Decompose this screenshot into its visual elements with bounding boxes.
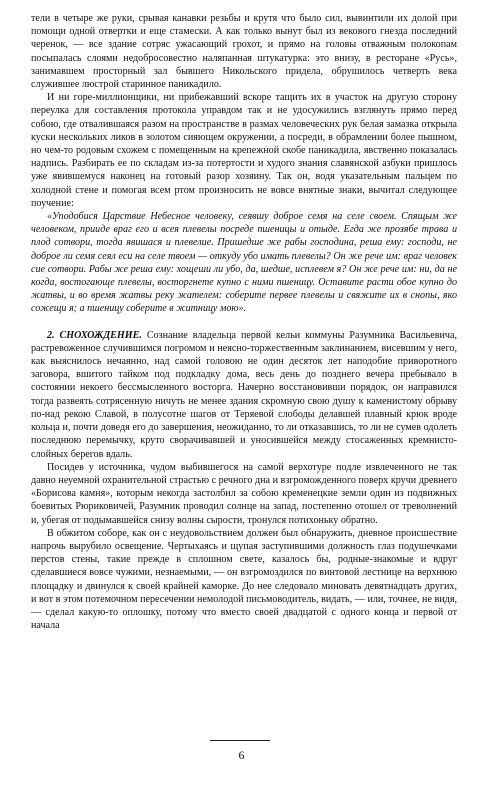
footer-rule xyxy=(210,740,270,741)
section-paragraph-3: В обжитом соборе, как он с неудовольствием должен был обнаружить, дневное происшествие напрочь вырубило освещение. Чертыхаясь и щупая заступившими должность глаз подушечками перстов стены, такие прежде в сплошном свете, казалось бы, родные-знакомые и вдруг сделавшиеся вовсе чужими, незнаемыми, — он взгромоздился по винтовой лестнице на верхнюю площадку и двинулся к своей крайней каморке. До нее следовало миновать девятнадцать других, и вот в этом потемочном пересечении немолодой письмоводитель, видать, — или, точнее, не видя, — сделал какую-то оплошку, потому что вместо своей двадцатой с одного конца и первой от начала xyxy=(31,527,457,632)
body-paragraph-1: тели в четыре же руки, срывая канавки резьбы и крутя что было сил, вывинтили их долой при помощи одной отвертки и еще стамески. А как только вынут был из векового гнезда последний черенок, — все здание сотряс ужасающий грохот, и прямо на головы отважным полокопам посыпалась слоями недобросовестно наляпанная штукатурка: это внизу, в ресторане «Русь», занимавшем просторный зал бывшего Никольского придела, обрушилось четверть века служившее люстрой старинное паникадило. xyxy=(31,13,457,91)
section-first-paragraph-text: Сознание владельца первой кельи коммуны Разумника Васильевича, растревоженное случившимся погромом и неясно-торжественным заклинанием, висевшим у него, как выяснилось нечаянно, над самой головою не один десяток лет наподобие приворотного заговора, вшитого тайком под подкладку дома, весь день до позднего вечера пребывало в состоянии некоего бессмысленного восторга. Начерно восстановивши порядок, он направился тогда развеять сотрясенную ничуть не менее здания скромную свою душу к каменистому обрыву по-над рекою Славой, в полусотне шагов от Теряевой слободы делавшей плавный крюк вроде кольца и, почти доведя его до завершения, неожиданно, то ли отказавшись, то ли не сумев одолеть последнюю перемычку, круто сворачивавшей и уносившейся между стосаженных кремнисто-слойных берегов вдаль. xyxy=(31,329,457,460)
section-gap xyxy=(31,316,457,329)
section-heading: 2. СНОХОЖДЕНИЕ. xyxy=(47,329,142,341)
section-paragraph-2: Посидев у источника, чудом выбившегося на самой верхотуре подле извлеченного не так давно неуемной охранительной страстью с речного дна и взгроможденного поверх кручи древнего «Борисова камня», которым некогда застолбил за собою кременецкие земли один из подвижных боевитых Рюриковичей, Разумник проводил солнце на запад, постепенно отошел от треволнений и, убегая от подымавшейся снизу волны сырости, тронулся потихоньку обратно. xyxy=(31,461,457,526)
section-first-paragraph xyxy=(31,329,457,461)
body-paragraph-2: И ни горе-миллионщики, ни прибежавший вскоре тащить их в участок на другую сторону переулка для составления протокола управдом так и не удосужились взглянуть прямо перед собою, где отвалившаяся разом на пространстве в размах человеческих рук белая замазка открыла куски нескольких ликов в золотом сияющем окружении, а посреди, в обрамлении более пышном, но чем-то родовым схожем с помещенным на крепежной скобе паникадила, явственно показалась надпись. Разбирать ее по складам из-за потертости и худого знания славянской азбуки пришлось уже явившемуся наконец на готовый разор хозяину. Так он, водя указательным пальцем по холодной стене и помогая всем ртом произносить не вовсе внятные знаки, вычитал следующее поучение: xyxy=(31,92,457,209)
scripture-quote: «Уподобися Царствие Небесное человеку, сеявшу доброе семя на селе своем. Спящым же человеком, прииде враг его и всея плевелы посреде пшеницы и отыде. Егда же прозябе трава и плод сотвори, тогда явишася и плевелие. Пришедше же рабы господина, реша ему: господи, не доброе ли семя сеял еси на селе твоем — откуду убо имать плевелы? Он же рече им: враг человек сие сотвори. Рабы же реша ему: хощеши ли убо, да, шедше, исплевем я? Он же рече им: ни, да не когда, востогающе плевелы, восторгнете купно с ними пшеницу. Оставите расти обое купно до жатвы, и во время жатвы реку жателем: соберите первее плевелы и свяжите их в снопы, яко сожещи я; а пшеницу соберите в житницу мою». xyxy=(31,211,457,315)
page-number: 6 xyxy=(238,748,245,762)
